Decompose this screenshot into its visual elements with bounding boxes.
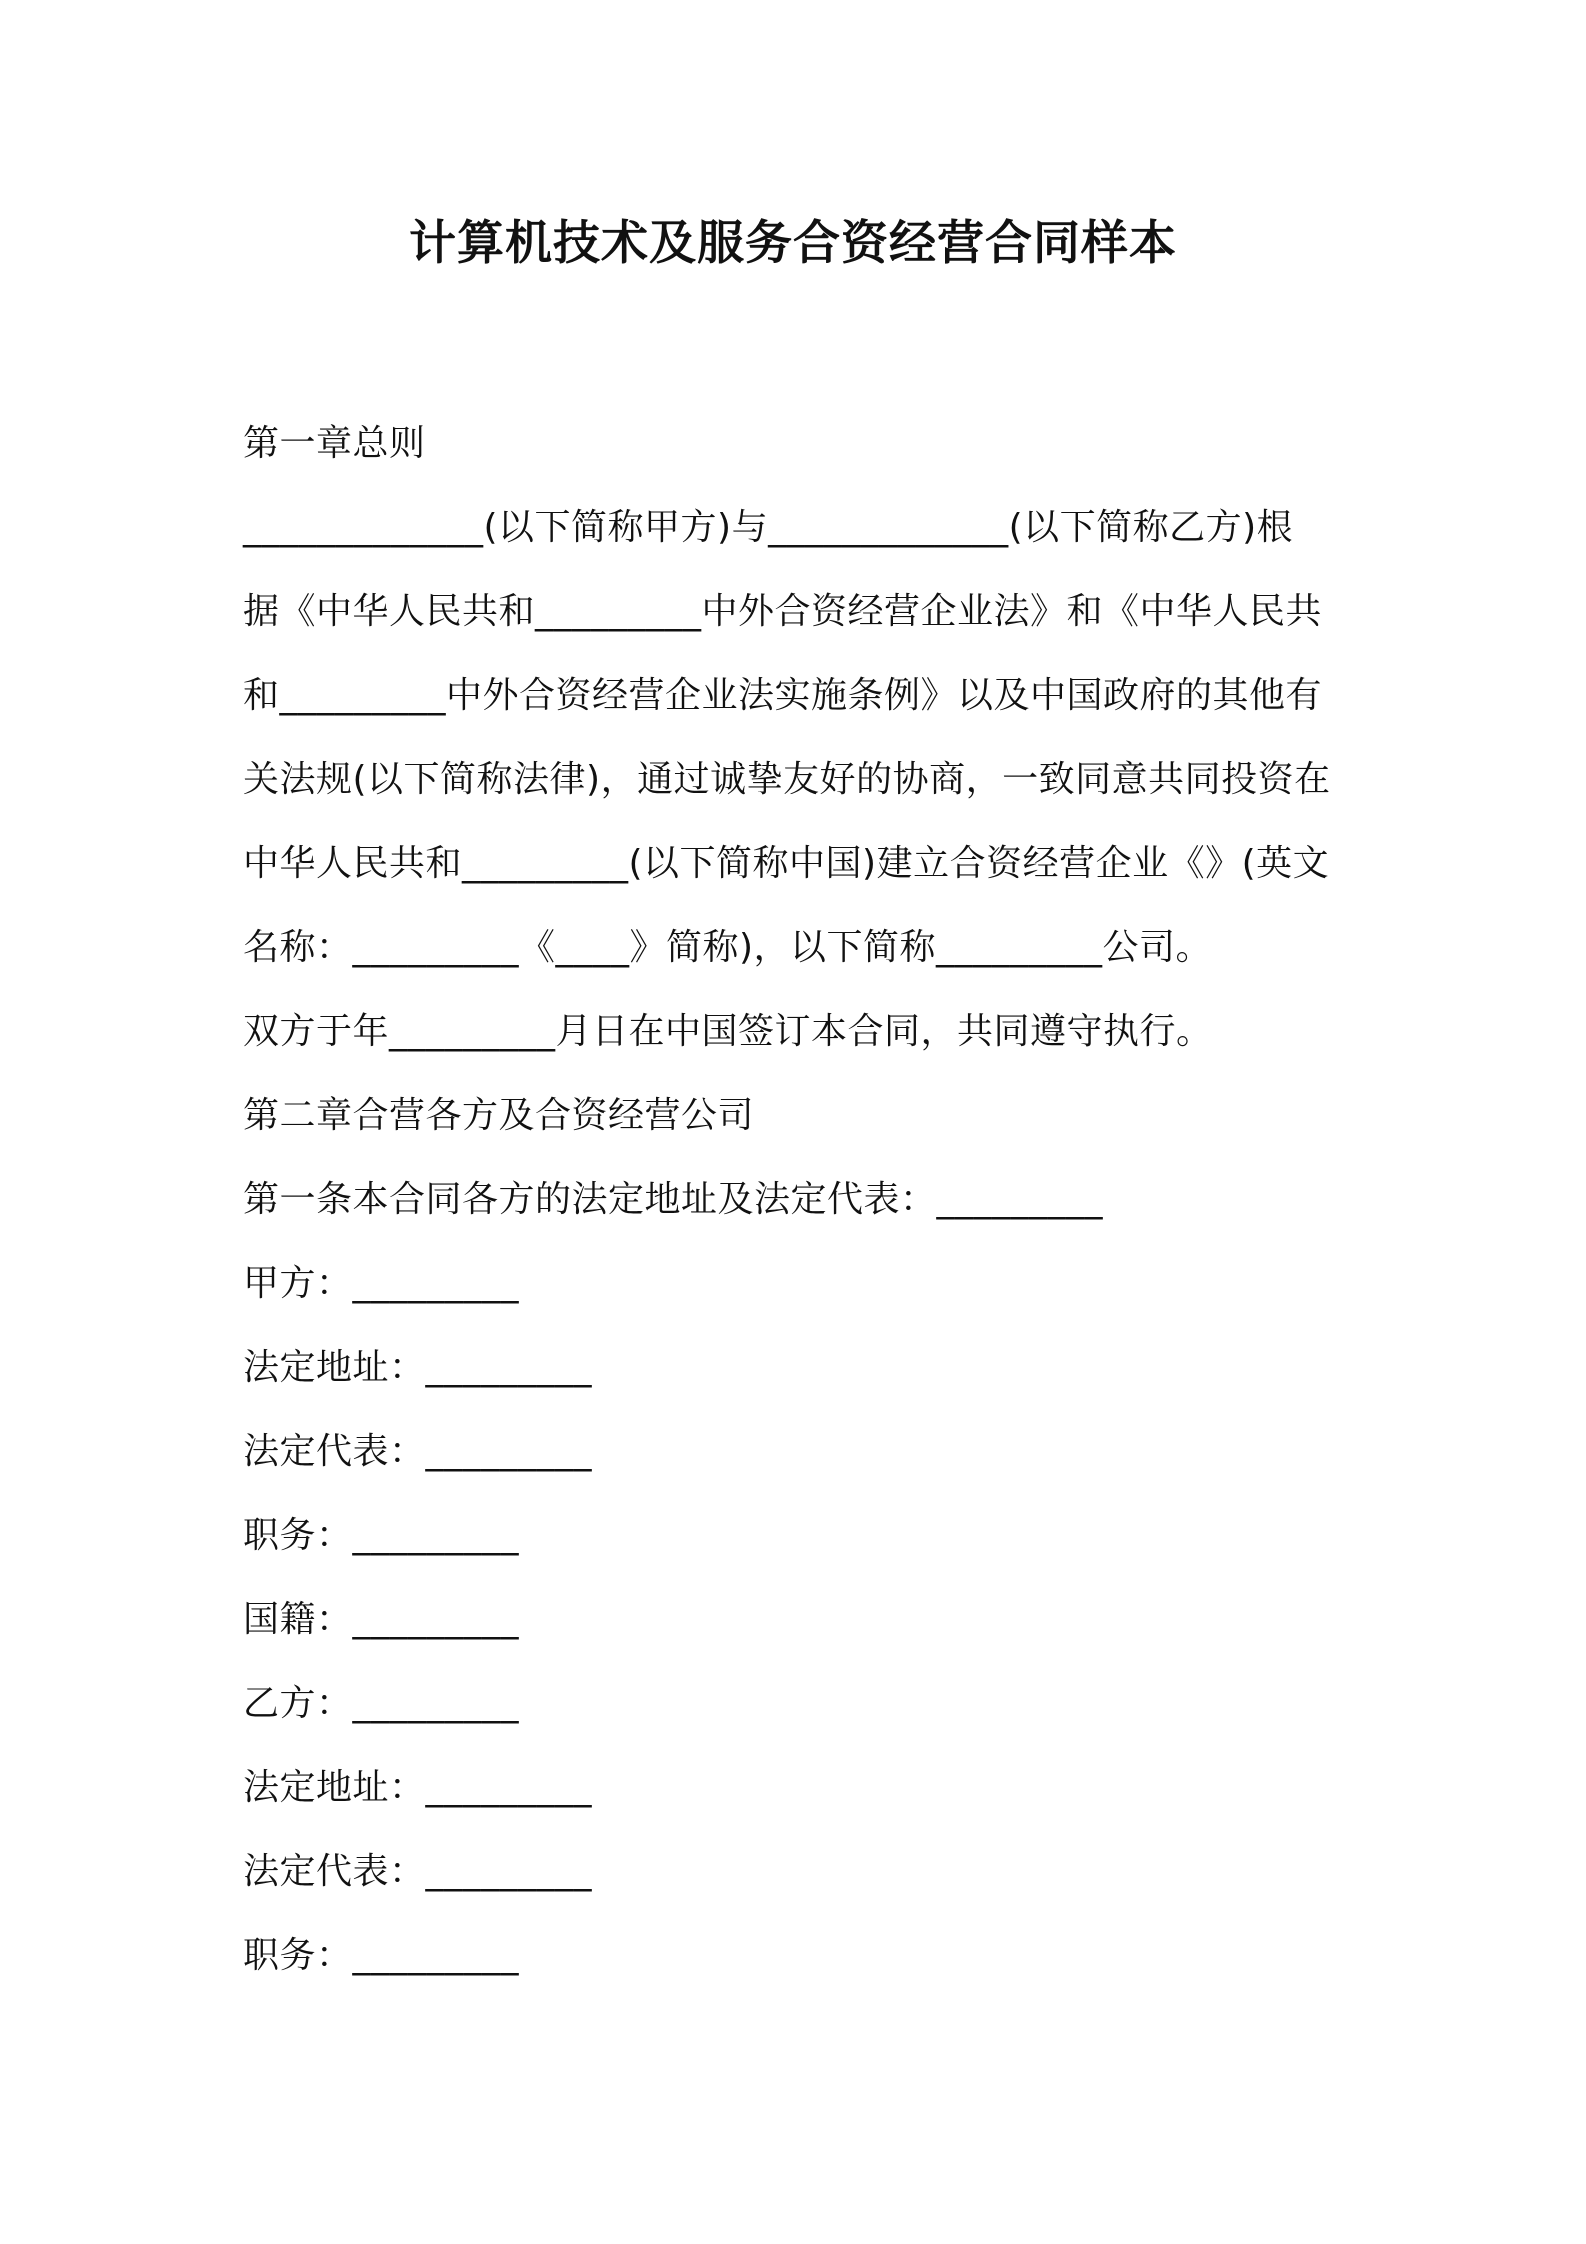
paragraph-line: 据《中华人民共和_________中外合资经营企业法》和《中华人民共 <box>243 591 1323 632</box>
party-b-field: 乙方：_________ <box>243 1683 520 1724</box>
paragraph-line: 名称：_________《____》简称)，以下简称_________公司。 <box>243 927 1213 968</box>
chapter-2-heading: 第二章合营各方及合资经营公司 <box>243 1095 755 1136</box>
chapter-1-heading: 第一章总则 <box>243 423 426 464</box>
party-a-position-field: 职务：_________ <box>243 1515 520 1556</box>
paragraph-line: 关法规(以下简称法律)，通过诚挚友好的协商，一致同意共同投资在 <box>243 759 1331 800</box>
party-a-field: 甲方：_________ <box>243 1263 520 1304</box>
paragraph-line: _____________(以下简称甲方)与_____________(以下简称乙方)根 <box>243 507 1294 548</box>
paragraph-line: 双方于年_________月日在中国签订本合同，共同遵守执行。 <box>243 1011 1213 1052</box>
party-b-address-field: 法定地址：_________ <box>243 1767 593 1808</box>
paragraph-line: 中华人民共和_________(以下简称中国)建立合资经营企业《》(英文 <box>243 843 1330 884</box>
party-a-address-field: 法定地址：_________ <box>243 1347 593 1388</box>
party-a-nationality-field: 国籍：_________ <box>243 1599 520 1640</box>
article-1-line: 第一条本合同各方的法定地址及法定代表：_________ <box>243 1179 1104 1220</box>
paragraph-line: 和_________中外合资经营企业法实施条例》以及中国政府的其他有 <box>243 675 1323 716</box>
party-a-representative-field: 法定代表：_________ <box>243 1431 593 1472</box>
document-body <box>243 402 1363 1998</box>
party-b-position-field: 职务：_________ <box>243 1935 520 1976</box>
document-title: 计算机技术及服务合资经营合同样本 <box>409 216 1177 271</box>
party-b-representative-field: 法定代表：_________ <box>243 1851 593 1892</box>
